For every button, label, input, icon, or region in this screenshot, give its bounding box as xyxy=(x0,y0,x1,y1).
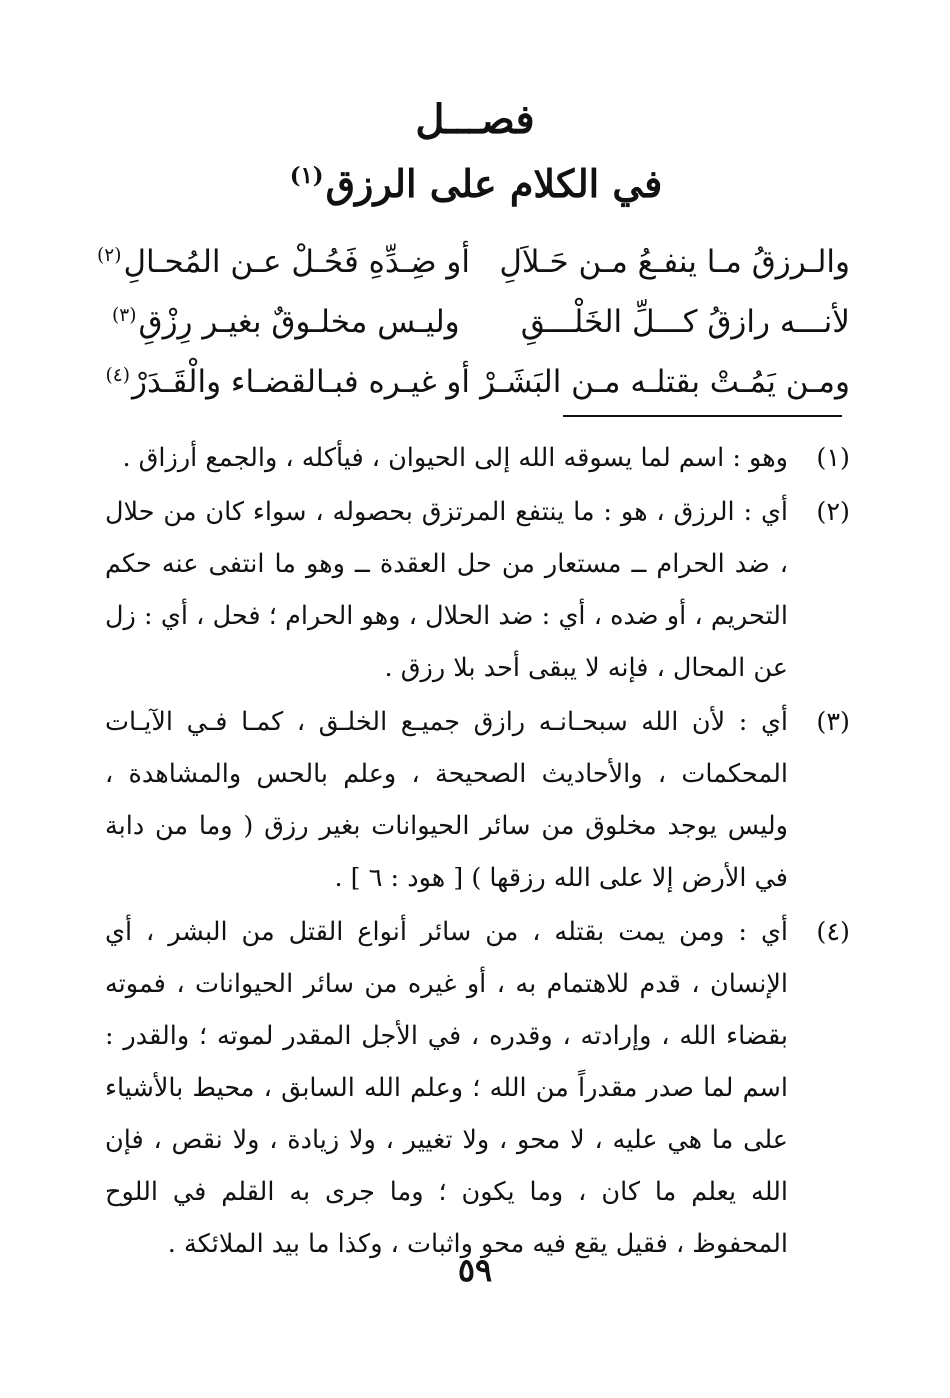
subtitle-text: في الكلام على الرزق xyxy=(325,161,663,206)
verse-line-1 xyxy=(96,232,850,292)
footnote-3-number: (٣) xyxy=(816,707,850,737)
footnote-1-number: (١) xyxy=(816,443,850,473)
footnote-3 xyxy=(105,696,850,904)
verse-3-footnote-ref: (٤) xyxy=(105,364,130,386)
verse-3-second-hemistich xyxy=(105,352,470,412)
verse-1-second-text: أو ضِـدِّهِ فَحُـلْ عـن المُحـالِ xyxy=(123,244,470,280)
verse-2-second-hemistich xyxy=(110,292,470,352)
footnote-3-text: أي : لأن الله سبحـانـه رازق جميـع الخلـق ، كمـا فـي الآيـات المحكمات ، والأحاديث الصحيحة ، وعلم بالحس والمشاهدة ، وليس يوجد مخلوق من سائر الحيوانات بغير رزق ( وما من دابة في الأرض إلا على الله رزقها ) [ هود : ٦ ] . xyxy=(105,707,788,893)
footnote-2-text: أي : الرزق ، هو : ما ينتفع المرتزق بحصوله ، سواء كان من حلال ، ضد الحرام ــ مستعار من حل العقدة ــ وهو ما انتفى عنه حكم التحريم ، أو ضده ، أي : ضد الحلال ، وهو الحرام ؛ فحل ، أي : زل عن المحال ، فإنه لا يبقى أحد بلا رزق . xyxy=(105,497,788,683)
footnote-divider xyxy=(563,415,842,417)
verse-1-second-hemistich xyxy=(96,232,470,292)
footnote-4-text: أي : ومن يمت بقتله ، من سائر أنواع القتل من البشر ، أي الإنسان ، قدم للاهتمام به ، أو غيره من سائر الحيوانات ، فموته بقضاء الله ، وإرادته ، وقدره ، في الأجل المقدر لموته ؛ والقدر : اسم لما صدر مقدراً من الله ؛ وعلم الله السابق ، محيط بالأشياء على ما هي عليه ، لا محو ، ولا تغيير ، ولا زيادة ، ولا نقص ، فإن الله يعلم ما كان ، وما يكون ؛ وما جرى به القلم في اللوح المحفوظ ، فقيل يقع فيه محو واثبات ، وكذا ما بيد الملائكة . xyxy=(105,917,788,1259)
footnote-4-number: (٤) xyxy=(816,917,850,947)
section-heading: فصـــل xyxy=(415,96,535,143)
verse-1-first-hemistich: والـرزقُ مـا ينفـعُ مـن حَـلاَلِ xyxy=(499,244,850,280)
page-number: ٥٩ xyxy=(457,1251,493,1289)
footnote-1-text: وهو : اسم لما يسوقه الله إلى الحيوان ، فيأكله ، والجمع أرزاق . xyxy=(122,443,788,473)
verse-3-second-text: أو غيـره فبـالقضـاء والْقَـدَرْ xyxy=(132,364,470,400)
verse-line-2 xyxy=(110,292,850,352)
verse-2-footnote-ref: (٣) xyxy=(112,304,137,326)
verse-1-footnote-ref: (٢) xyxy=(96,244,122,266)
subtitle-footnote-ref: (١) xyxy=(289,163,324,190)
footnote-2-number: (٢) xyxy=(816,497,850,527)
verse-3-first-hemistich: ومـن يَمُـتْ بقتلـه مـن البَشَـرْ xyxy=(480,364,850,400)
verse-line-3 xyxy=(105,352,850,412)
footnote-2 xyxy=(105,486,850,694)
footnote-4 xyxy=(105,906,850,1272)
footnotes xyxy=(105,432,850,1272)
verse-2-second-text: وليـس مخلـوقٌ بغيـر رِزْقِ xyxy=(138,304,460,340)
section-subtitle xyxy=(0,160,950,208)
verse-2-first-hemistich: لأنـــه رازقُ كـــلِّ الخَلْـــقِ xyxy=(520,304,850,340)
footnote-1 xyxy=(105,432,850,484)
